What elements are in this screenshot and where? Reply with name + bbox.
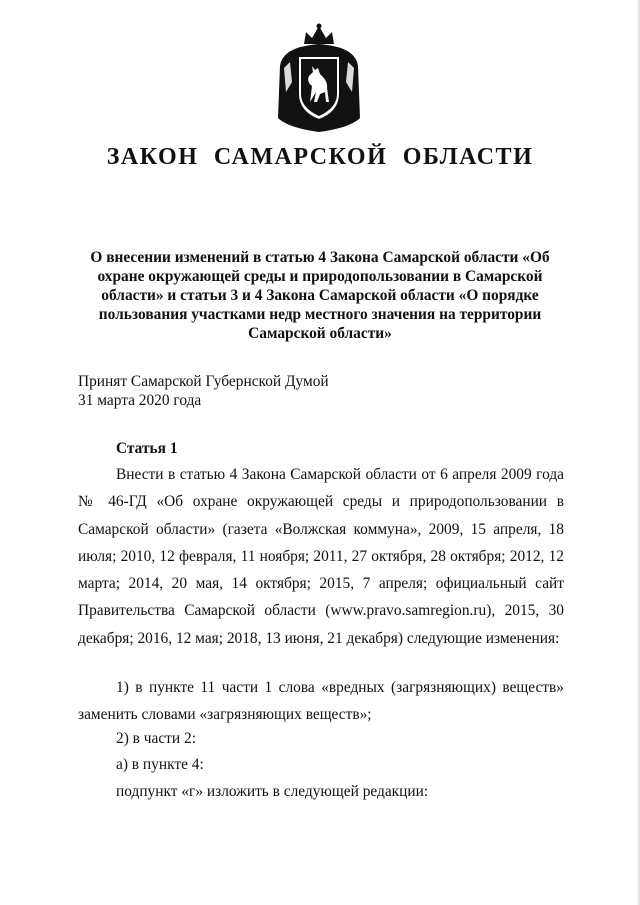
adoption-info <box>78 372 329 410</box>
article-paragraph-1: Внести в статью 4 Закона Самарской области от 6 апреля 2009 года № 46-ГД «Об охране окружающей среды и природопользовании в Самарской области» (газета «Волжская коммуна», 2009, 15 апреля, 18 июля; 2010, 12 февраля, 11 ноября; 2011, 27 октября, 28 октября; 2012, 12 марта; 2014, 20 мая, 14 октября; 2015, 7 апреля; официальный сайт Правительства Самарской области (www.pravo.samregion.ru), 2015, 30 декабря; 2016, 12 мая; 2018, 13 июня, 21 декабря) следующие изменения: <box>78 466 564 647</box>
article-line-5: подпункт «г» изложить в следующей редакции: <box>116 783 429 800</box>
law-subtitle: О внесении изменений в статью 4 Закона Самарской области «Об охране окружающей среды и природопользовании в Самарской области» и статьи 3 и 4 Закона Самарской области «О порядке пользования участками недр местного значения на территории Самарской области» <box>90 249 550 342</box>
article-paragraph-2: 1) в пункте 11 части 1 слова «вредных (загрязняющих) веществ» заменить словами «загрязняющих веществ»; <box>78 679 564 724</box>
article-heading: Статья 1 <box>116 440 178 457</box>
samara-coat-of-arms-icon <box>276 22 362 134</box>
article-line-3: 2) в части 2: <box>116 730 196 747</box>
article-line-4: а) в пункте 4: <box>116 756 204 773</box>
adoption-line-2: 31 марта 2020 года <box>78 392 202 409</box>
adoption-line-1: Принят Самарской Губернской Думой <box>78 373 329 390</box>
law-title: ЗАКОН САМАРСКОЙ ОБЛАСТИ <box>106 144 534 170</box>
scan-edge <box>636 0 640 905</box>
